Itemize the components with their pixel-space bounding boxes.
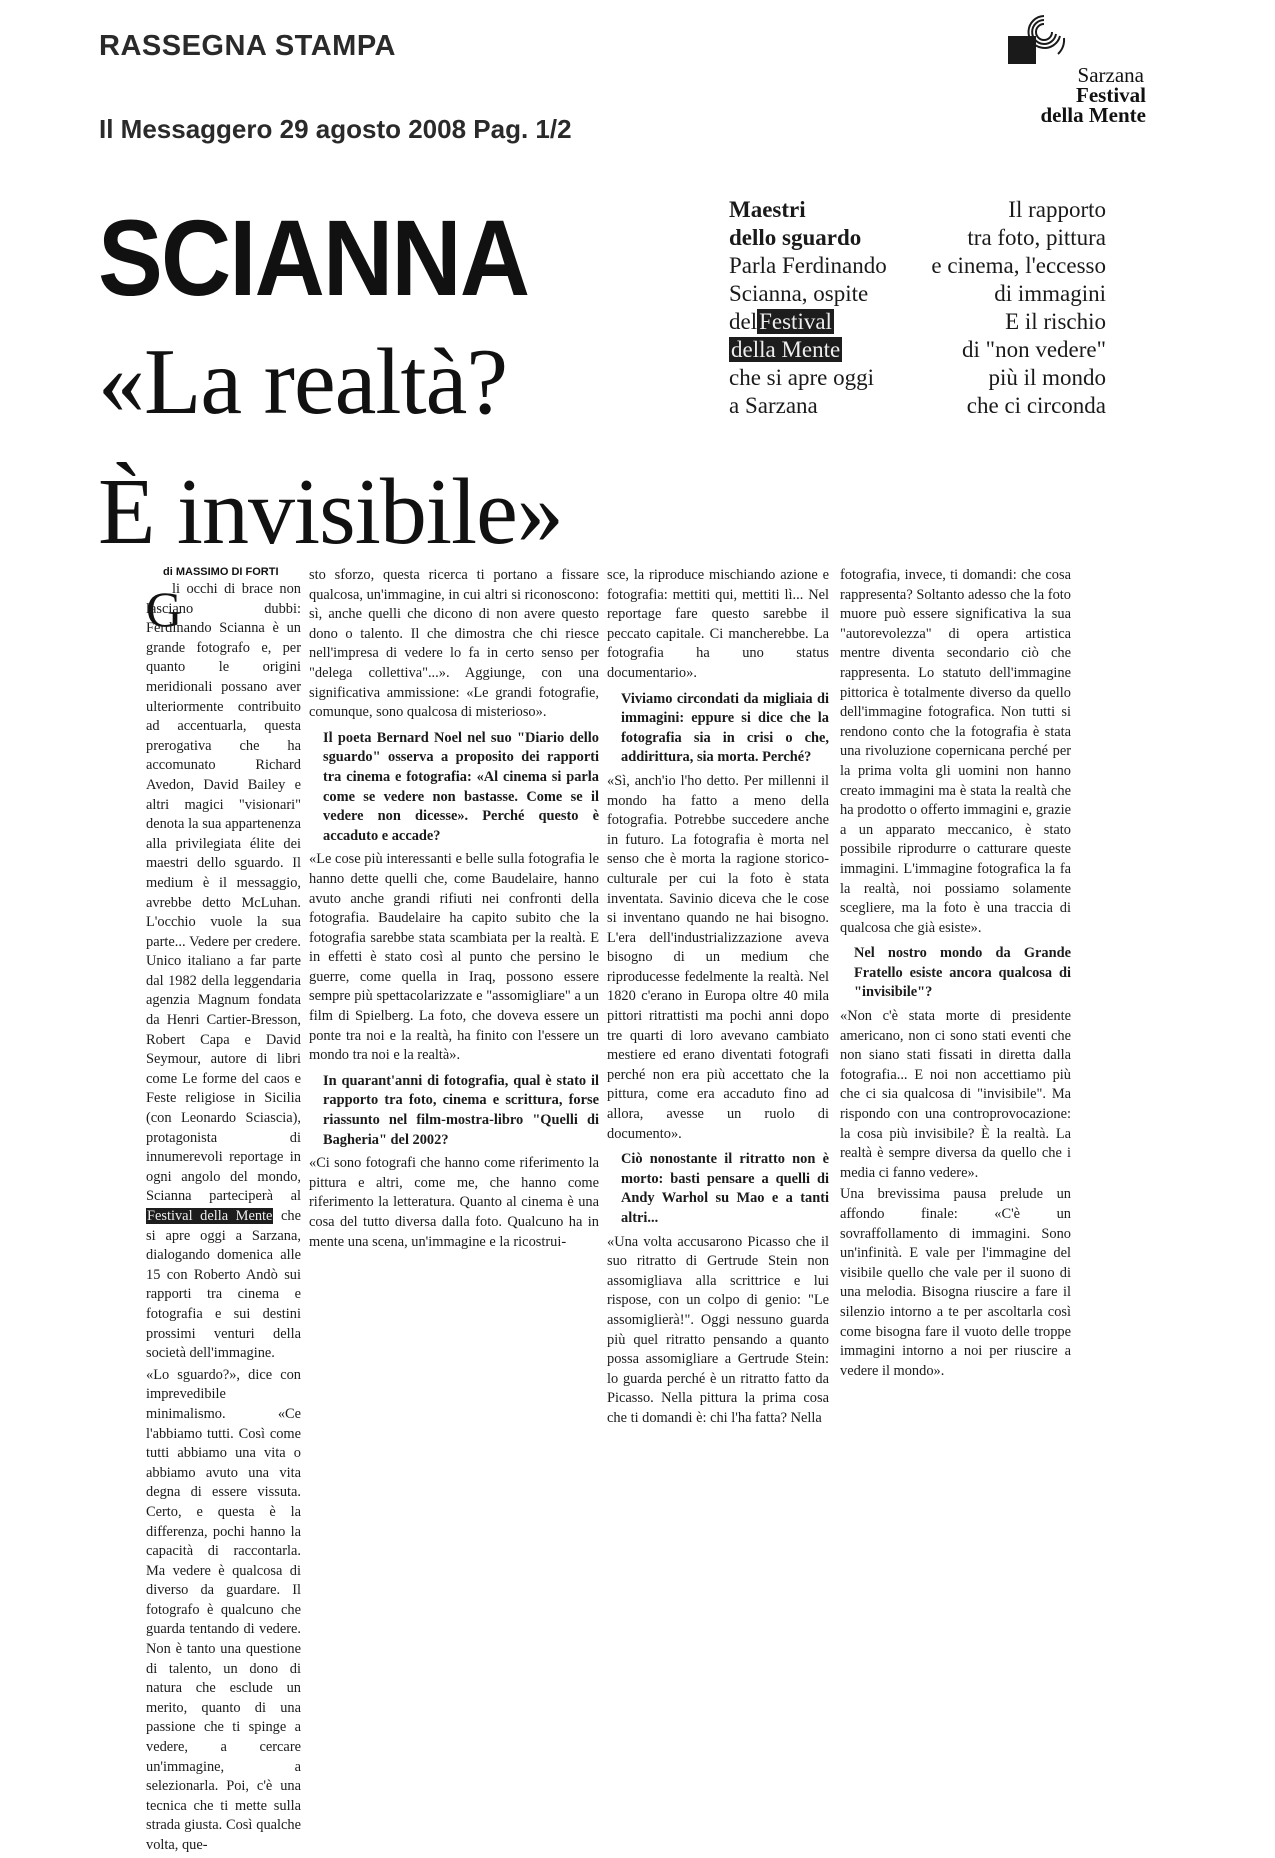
paragraph: sce, la riproduce mischiando azione e fotografia: mettiti qui, mettiti lì... Nel reportage fare questo sarebbe il peccato capitale. Ci mancherebbe. La fotografia ha uno status documentario». [607,567,829,681]
festival-highlight: Festival della Mente [147,1208,273,1224]
summary-kicker-2: dello sguardo [729,225,862,250]
summary-line: e cinema, l'eccesso [931,253,1106,278]
source-line: Il Messaggero 29 agosto 2008 Pag. 1/2 [99,114,572,144]
logo-line-mente: della Mente [1040,103,1146,127]
paragraph: li occhi di brace non lasciano dubbi: Ferdinando Scianna è un grande fotografo e, per quanto le origini meridionali possano aver ulteriormente contribuito ad accentuarla, questa prerogativa che ha accomunato Richard Avedon, David Bailey e altri magici "visionari" denota la sua appartenenza alla privilegiata élite dei maestri dello sguardo. Il medium è il messaggio, avrebbe detto McLuhan. L'occhio vuole la sua parte... Vedere per credere. Unico italiano a far parte dal 1982 della leggendaria agenzia Magnum fondata da Henri Cartier-Bresson, Robert Capa e David Seymour, autore di libri come Le forme del caos e Feste religiose in Sicilia (con Leonardo Sciascia), protagonista di innumerevoli reportage in ogni angolo del mondo, Scianna parteciperà al [146,581,301,1205]
paragraph: sto sforzo, questa ricerca ti portano a fissare qualcosa, un'immagine, in cui altri si riconoscono: sì, anche quelli che dicono di non avere questo dono o talento. Il che dimostra che chi riesce nell'impresa di vedere lo fa in certo senso per "delega collettiva"...». Aggiunge, con una significativa ammissione: «Le grandi fotografie, comunque, sono qualcosa di misterioso». [309,567,599,721]
paragraph: «Ci sono fotografi che hanno come riferimento la pittura e altri, come me, che hanno come riferimento la letteratura. Quanto al cinema è una cosa del tutto diversa dalla foto. Qualcuno ha in mente una scena, un'immagine e la ricostrui- [309,1155,599,1250]
festival-logo [1000,12,1150,137]
summary-line: che si apre oggi [729,365,874,390]
summary-line: di immagini [994,281,1106,306]
paragraph: che si apre oggi a Sarzana, dialogando domenica alle 15 con Roberto Andò sui rapporti tra cinema e fotografia e sui destini prossimi venturi della società dell'immagine. [146,1208,301,1362]
paragraph: «Le cose più interessanti e belle sulla fotografia le hanno dette quelli che, come Baudelaire, hanno avuto anche grandi rifiuti nei confronti della fotografia. Baudelaire ha capito subito che la fotografia sarebbe stata scambiata per la realtà. E in effetti è stato così al punto che persino le guerre, come quella in Iraq, possono essere sempre più spettacolarizzate e "assomigliare" a un film di Spielberg. La foto, che doveva essere un ponte tra noi e la realtà, ha finito con l'essere un mondo tra noi e la realtà». [309,851,599,1064]
article-column-2 [309,566,599,1254]
byline: di MASSIMO DI FORTI [163,566,279,578]
paragraph: «Sì, anch'io l'ho detto. Per millenni il mondo ha fatto a meno della fotografia. Potrebbe succedere anche in futuro. La fotografia è morta nel senso che è morta la ragione storico-culturale per cui la foto è stata inventata. Savinio diceva che le cose si inventano quando ne hai bisogno. L'era dell'industrializzazione aveva bisogno di un medium che riproducesse fedelmente la realtà. Nel 1820 c'erano in Europa oltre 40 mila pittori ritrattisti ma pochi anni dopo tre quarti di loro avevano cambiato mestiere ed erano diventati fotografi perché non era più accettato che la pittura, come era accaduto fino ad allora, avesse un ruolo di documento». [607,772,829,1142]
spiral-logo-icon [1006,12,1066,72]
summary-line: Parla Ferdinando [729,253,887,278]
interview-question: In quarant'anni di fotografia, qual è stato il rapporto tra foto, cinema e scrittura, forse riassunto nel film-mostra-libro "Quelli di Bagheria" del 2002? [323,1072,599,1148]
summary-line: E il rischio [1005,309,1106,334]
interview-question: Il poeta Bernard Noel nel suo "Diario dello sguardo" osserva a proposito dei rapporti tra cinema e fotografia: «Al cinema si parla come se vedere non bastasse. Come se il vedere non dicesse». Perché questo è accaduto e accade? [323,729,599,844]
summary-line: tra foto, pittura [967,225,1106,250]
paragraph: Una brevissima pausa prelude un affondo finale: «C'è un sovraffollamento di immagini. Sono un'infinità. E vale per l'immagine del visibile quello che vale per il suono di una melodia. Bisogna riuscire a fare il silenzio intorno a te per ascoltarla così come bisogna fare il vuoto delle troppe immagini intorno a noi per riuscire a vedere il mondo». [840,1186,1071,1379]
press-review-title: RASSEGNA STAMPA [99,30,396,62]
summary-line: a Sarzana [729,393,818,418]
headline-quote-2: È invisibile» [98,460,563,564]
paragraph: «Una volta accusarono Picasso che il suo ritratto di Gertrude Stein non assomigliava alla scrittrice e lui rispose, con un colpo di genio: "Le assomiglierà!". Oggi nessuno guarda più quel ritratto pensando a quanto possa assomigliare a Gertrude Stein: lo guarda perché è un ritratto fatto da Picasso. Nella pittura la prima cosa che ti domandi è: chi l'ha fatta? Nella [607,1233,829,1426]
summary-line: Scianna, ospite [729,281,869,306]
interview-question: Ciò nonostante il ritratto non è morto: basti pensare a quelli di Andy Warhol su Mao e a tanti altri... [621,1151,829,1226]
paragraph: fotografia, invece, ti domandi: che cosa rappresenta? Soltanto adesso che la foto muore può essere significativa la sua "autorevolezza" di opera artistica mentre diventa secondario ciò che rappresenta. Lo statuto dell'immagine pittorica è totalmente diverso da quello dell'immagine fotografica. Non tutti si rendono conto che la fotografia è stata una rivoluzione copernicana perché per la prima volta gli uomini non hanno creato immagini ma è stata la realtà che ha prodotto o offerto immagini e, grazie a un apparato meccanico, è stato possibile riprodurre o catturare queste immagini. L'immagine fotografica la fa la realtà, noi possiamo solamente scegliere, ma la foto è una traccia di qualcosa che già esiste». [840,567,1071,936]
article-column-3 [607,566,829,1431]
interview-question: Viviamo circondati da migliaia di immagini: eppure si dice che la fotografia sia in crisi o che, addirittura, sia morta. Perché? [621,690,829,766]
paragraph: «Non c'è stata morte di presidente americano, non ci sono stati eventi che non siano stati fissati in diretta dalla fotografia... E noi non accettiamo più che ci sia qualcosa di "invisibile". Ma rispondo con una controprovocazione: la cosa più invisibile? È la realtà. La realtà è sempre diversa da quello che i media ci fanno vedere». [840,1008,1071,1181]
festival-highlight: della Mente [731,337,841,362]
summary-kicker-1: Maestri [729,197,806,222]
summary-left [729,196,919,420]
headline-name: SCIANNA [98,197,529,318]
headline-quote-1: «La realtà? [98,330,508,434]
paragraph: «Lo sguardo?», dice con imprevedibile minimalismo. «Ce l'abbiamo tutti. Così come tutti abbiamo una vita o abbiamo avuto una vita degna di essere vissuta. Certo, e questa è la differenza, pochi hanno la capacità di raccontarla. Ma vedere è qualcosa di diverso da guardare. Il fotografo è qualcuno che guarda tentando di vedere. Non è tanto una questione di talento, un dono di natura che esclude un merito, quanto di una passione che ti spinge a vedere, a cercare un'immagine, a selezionarla. Poi, c'è una tecnica che ti mette sulla strada giusta. Così qualche volta, que- [146,1366,301,1853]
summary-line: Il rapporto [1008,197,1106,222]
logo-line-sarzana: Sarzana [1077,63,1144,87]
interview-question: Nel nostro mondo da Grande Fratello esiste ancora qualcosa di "invisibile"? [854,945,1071,1001]
drop-cap: G [146,581,183,637]
summary-line: più il mondo [988,365,1106,390]
summary-line: che ci circonda [966,393,1106,418]
summary-line: di "non vedere" [962,337,1106,362]
logo-line-festival: Festival [1076,83,1146,107]
article-column-1 [146,580,301,1858]
summary-right [912,196,1106,420]
festival-highlight: Festival [759,309,832,334]
summary-line: del [729,309,758,334]
article-column-4 [840,566,1071,1383]
